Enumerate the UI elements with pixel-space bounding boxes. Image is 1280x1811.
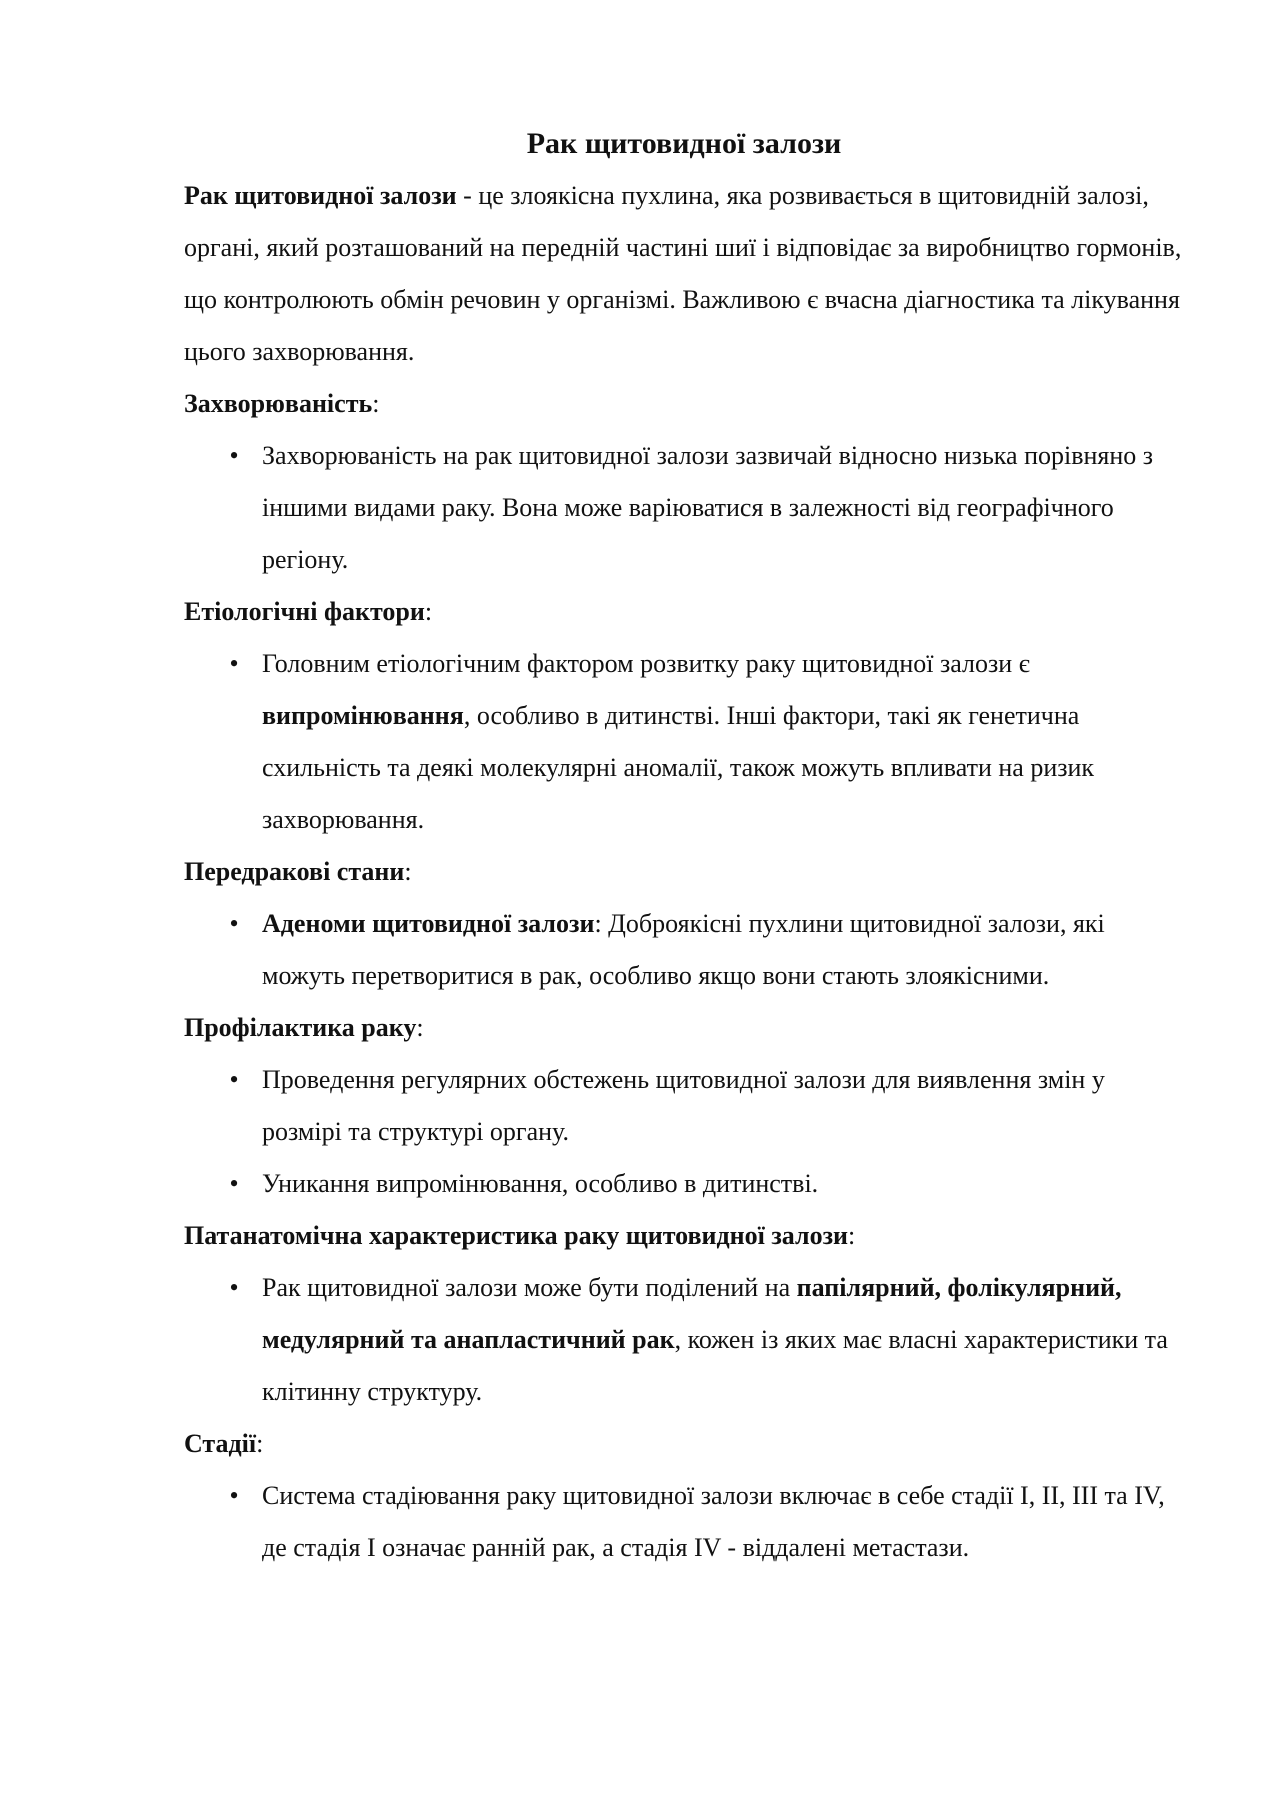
- bullet-list: [184, 638, 1184, 846]
- list-item: • Уникання випромінювання, особливо в дитинстві.: [184, 1158, 1184, 1210]
- list-item: • Рак щитовидної залози може бути поділений на папілярний, фолікулярний, медулярний та анапластичний рак, кожен із яких має власні характеристики та клітинну структуру.: [184, 1262, 1184, 1418]
- section-heading: Стадії:: [184, 1429, 264, 1458]
- section-heading: Передракові стани:: [184, 857, 412, 886]
- bullet-icon: •: [229, 1065, 239, 1094]
- bullet-list: [184, 1470, 1184, 1574]
- bullet-icon: •: [229, 1481, 239, 1510]
- intro-text: - це злоякісна пухлина, яка розвивається в щитовидній залозі, органі, який розташований на передній частині шиї і відповідає за виробництво гормонів, що контролюють обмін речовин у організмі. Важливою є вчасна діагностика та лікування цього захворювання.: [184, 181, 1182, 366]
- intro-paragraph: [184, 170, 1184, 378]
- bullet-list: [184, 1262, 1184, 1418]
- document-title: Рак щитовидної залози: [526, 127, 842, 160]
- bullet-icon: •: [229, 909, 239, 938]
- bullet-icon: •: [229, 1273, 239, 1302]
- bullet-icon: •: [229, 441, 239, 470]
- list-item: • Головним етіологічним фактором розвитку раку щитовидної залози є випромінювання, особливо в дитинстві. Інші фактори, такі як генетична схильність та деякі молекулярні аномалії, також можуть впливати на ризик захворювання.: [184, 638, 1184, 846]
- section-heading: Захворюваність:: [184, 389, 380, 418]
- bullet-icon: •: [229, 1169, 239, 1198]
- bullet-list: [184, 430, 1184, 586]
- list-item: • Захворюваність на рак щитовидної залози зазвичай відносно низька порівняно з іншими видами раку. Вона може варіюватися в залежності від географічного регіону.: [184, 430, 1184, 586]
- section-heading: Патанатомічна характеристика раку щитовидної залози:: [184, 1221, 856, 1250]
- document-page: [184, 118, 1184, 1574]
- list-item: • Система стадіювання раку щитовидної залози включає в себе стадії I, II, III та IV, де стадія I означає ранній рак, а стадія IV - віддалені метастази.: [184, 1470, 1184, 1574]
- list-item: • Аденоми щитовидної залози: Доброякісні пухлини щитовидної залози, які можуть перетворитися в рак, особливо якщо вони стають злоякісними.: [184, 898, 1184, 1002]
- bullet-list: [184, 898, 1184, 1002]
- section-heading: Профілактика раку:: [184, 1013, 424, 1042]
- bullet-icon: •: [229, 649, 239, 678]
- section-heading: Етіологічні фактори:: [184, 597, 433, 626]
- bullet-list: [184, 1054, 1184, 1210]
- intro-term: Рак щитовидної залози: [184, 181, 457, 210]
- list-item: • Проведення регулярних обстежень щитовидної залози для виявлення змін у розмірі та структурі органу.: [184, 1054, 1184, 1158]
